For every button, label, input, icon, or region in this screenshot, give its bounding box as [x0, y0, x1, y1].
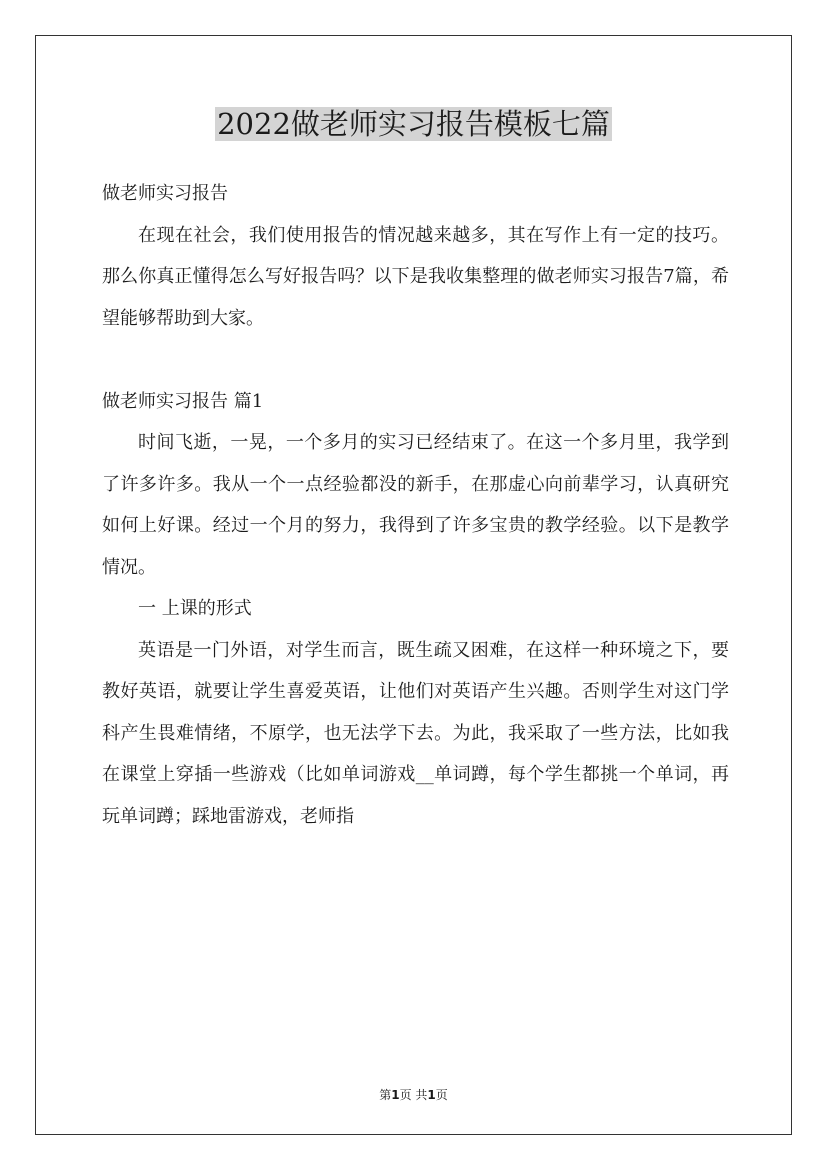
- document-title: [0, 104, 827, 144]
- section1-paragraph2: 英语是一门外语，对学生而言，既生疏又困难，在这样一种环境之下，要教好英语，就要让学生喜爱英语，让他们对英语产生兴趣。否则学生对这门学科产生畏难情绪，不原学，也无法学下去。为此，我采取了一些方法，比如我在课堂上穿插一些游戏（比如单词游戏__单词蹲，每个学生都挑一个单词，再玩单词蹲；踩地雷游戏，老师指: [102, 639, 729, 827]
- footer-prefix: 第: [379, 1088, 392, 1102]
- subheading-class-format: 一 上课的形式: [138, 598, 252, 619]
- paragraph-gap: [102, 339, 729, 381]
- footer-page-current: 1: [391, 1088, 400, 1102]
- section1-heading: 做老师实习报告 篇1: [102, 390, 264, 412]
- footer-mid: 页 共: [399, 1088, 428, 1102]
- intro-heading: 做老师实习报告: [102, 183, 228, 204]
- document-body: [102, 173, 729, 837]
- footer-suffix: 页: [435, 1088, 448, 1102]
- footer-page-total: 1: [427, 1088, 436, 1102]
- document-title-text: 2022做老师实习报告模板七篇: [217, 107, 610, 141]
- intro-paragraph: 在现在社会，我们使用报告的情况越来越多，其在写作上有一定的技巧。那么你真正懂得怎么写好报告吗？以下是我收集整理的做老师实习报告7篇，希望能够帮助到大家。: [102, 224, 729, 329]
- page-footer: [0, 1086, 827, 1103]
- section1-paragraph1: 时间飞逝，一晃，一个多月的实习已经结束了。在这一个多月里，我学到了许多许多。我从一个一点经验都没的新手，在那虚心向前辈学习，认真研究如何上好课。经过一个月的努力，我得到了许多宝贵的教学经验。以下是教学情况。: [102, 432, 729, 578]
